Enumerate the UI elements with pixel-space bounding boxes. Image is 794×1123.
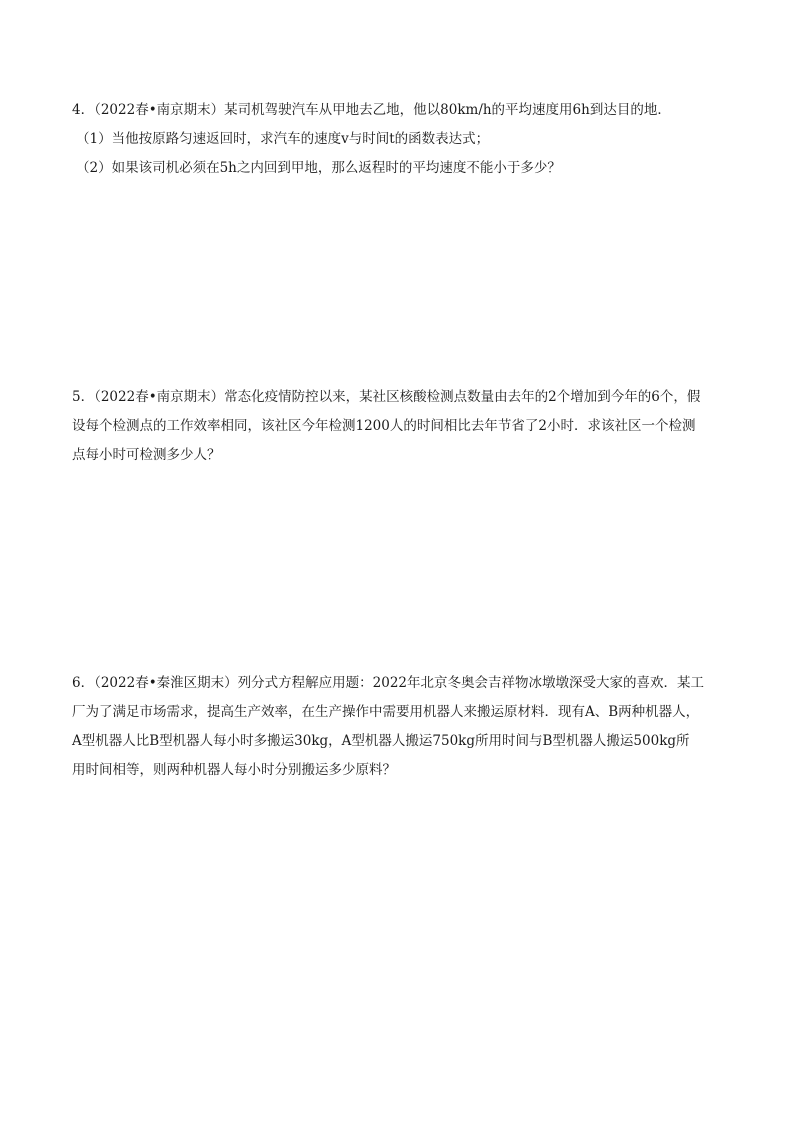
problem-4 (72, 96, 732, 183)
problem-6 (72, 669, 732, 785)
problem-6-line-2: 厂为了满足市场需求，提高生产效率，在生产操作中需要用机器人来搬运原材料．现有A、B两种机器人， (72, 704, 700, 720)
problem-5-line-3: 点每小时可检测多少人？ (72, 447, 221, 463)
problem-6-line-3: A型机器人比B型机器人每小时多搬运30kg，A型机器人搬运750kg所用时间与B型机器人搬运500kg所 (72, 733, 690, 749)
problem-4-part-1: （1）当他按原路匀速返回时，求汽车的速度v与时间t的函数表达式； (76, 131, 490, 147)
problem-5-line-2: 设每个检测点的工作效率相同，该社区今年检测1200人的时间相比去年节省了2小时．求该社区一个检测 (72, 418, 696, 434)
problem-5 (72, 383, 732, 470)
problem-6-line-4: 用时间相等，则两种机器人每小时分别搬运多少原料？ (72, 762, 396, 778)
problem-4-stem: 4．（2022春•南京期末）某司机驾驶汽车从甲地去乙地，他以80km/h的平均速度用6h到达目的地． (72, 102, 671, 118)
problem-6-line-1: 6．（2022春•秦淮区期末）列分式方程解应用题：2022年北京冬奥会吉祥物冰墩墩深受大家的喜欢．某工 (72, 675, 705, 691)
problem-5-line-1: 5．（2022春•南京期末）常态化疫情防控以来，某社区核酸检测点数量由去年的2个增加到今年的6个，假 (72, 389, 701, 405)
problem-4-part-2: （2）如果该司机必须在5h之内回到甲地，那么返程时的平均速度不能小于多少？ (76, 160, 561, 176)
